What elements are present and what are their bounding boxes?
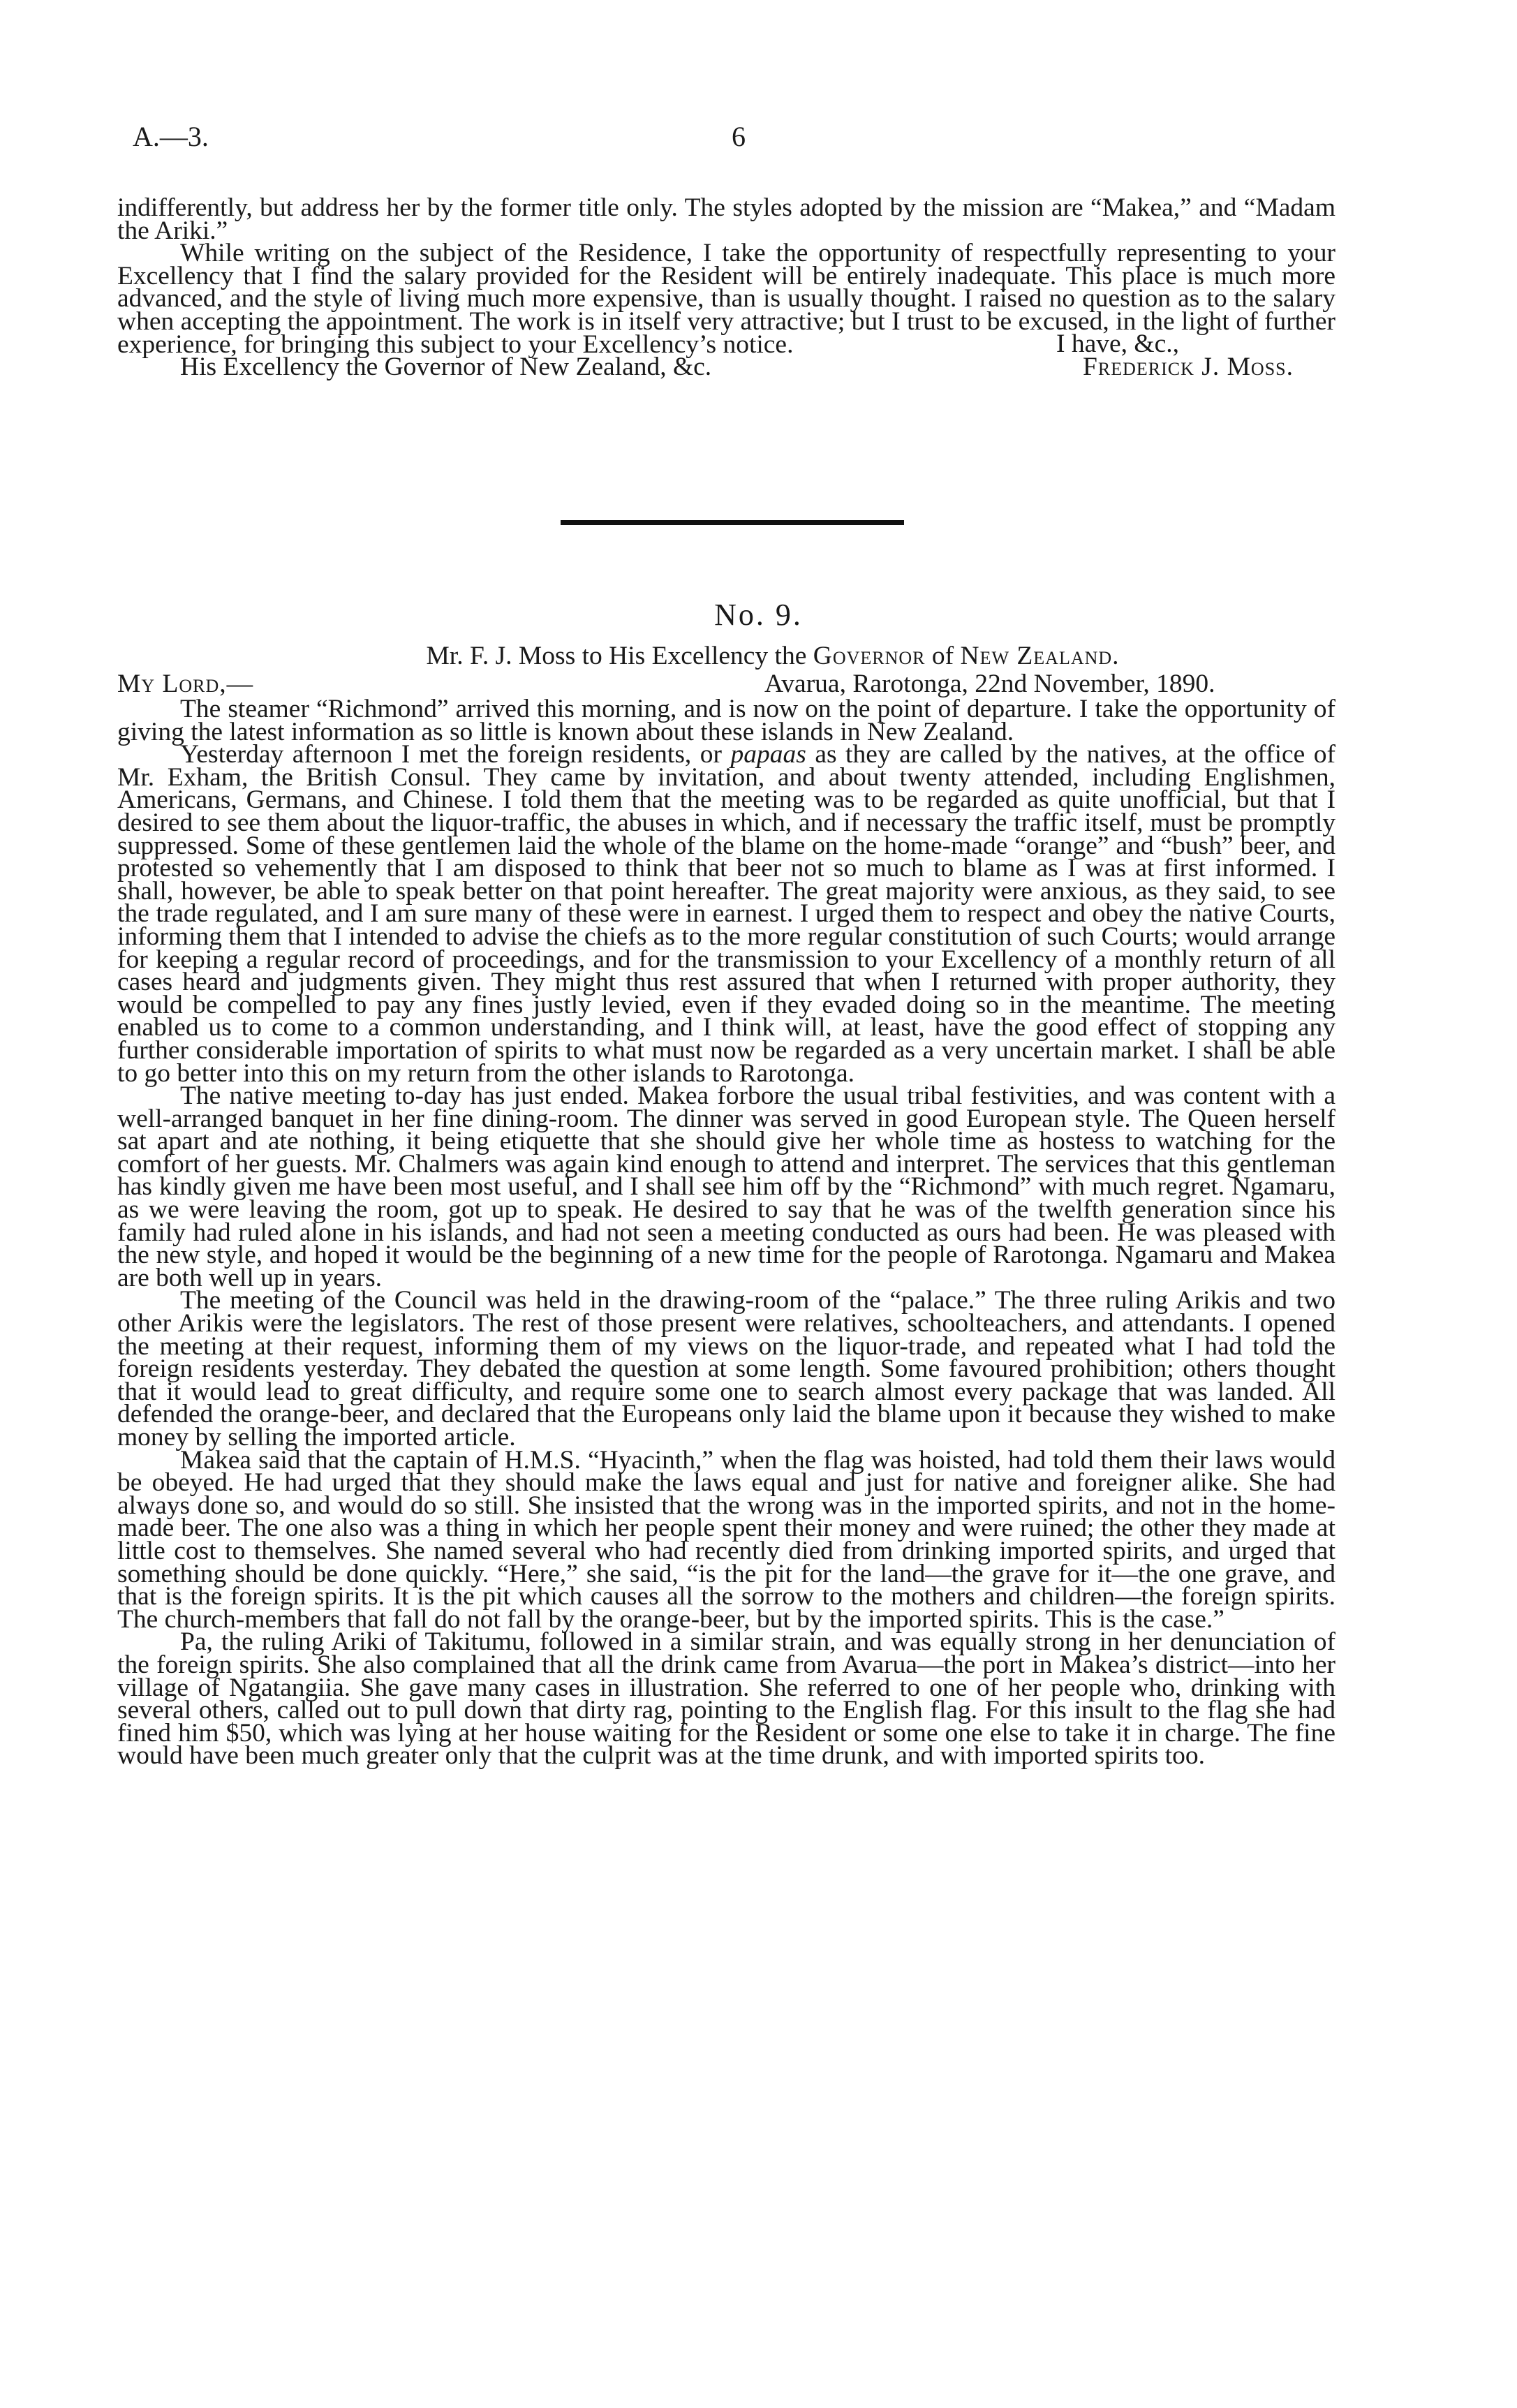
paragraph-3: The native meeting to-day has just ended. Makea forbore the usual tribal festivities, and was content with a well-arranged banquet in her fine dining-room. The dinner was served in good European style. The Queen herself sat apart and ate nothing, it being etiquette that she should give her whole time as hostess to watching for the comfort of her guests. Mr. Chalmers was again kind enough to attend and interpret. The services that this gentleman has kindly given me have been most useful, and I shall see him off by the “Richmond” with much regret. Ngamaru, as we were leaving the room, got up to speak. He desired to say that he was of the twelfth generation since his family had ruled alone in his islands, and had not seen a meeting conducted as ours had been. He was pleased with the new style, and hoped it would be the beginning of a new time for the people of Rarotonga. Ngamaru and Makea are both well up in years.: [117, 1081, 1335, 1292]
place-date: Avarua, Rarotonga, 22nd November, 1890.: [764, 670, 1215, 698]
salutation: My Lord,—: [117, 670, 254, 698]
paragraph-5: Makea said that the captain of H.M.S. “Hyacinth,” when the flag was hoisted, had told them their laws would be obeyed. He had urged that they should make the laws equal and just for native and foreigner alike. She had always done so, and would do so still. She insisted that the wrong was in the imported spirits, and not in the home-made beer. The one also was a thing in which her people spent their money and were ruined; the other they made at little cost to themselves. She named several who had recently died from drinking imported spirits, and urged that something should be done quickly. “Here,” she said, “is the pit for the land—the grave for it—the one grave, and that is the foreign spirits. It is the pit which causes all the sorrow to the mothers and children—the foreign spirits. The church-members that fall do not fall by the orange-beer, but by the imported spirits. This is the case.”: [117, 1445, 1335, 1634]
paragraph-continuation: indifferently, but address her by the former title only. The styles adopted by the mission are “Makea,” and “Madam the Ariki.”: [117, 193, 1335, 245]
section-divider: [561, 520, 904, 525]
title-new-zealand: New Zealand: [960, 642, 1113, 670]
title-end: .: [1112, 642, 1119, 670]
signature: Frederick J. Moss.: [1083, 353, 1294, 382]
paragraph-4: The meeting of the Council was held in the drawing-room of the “palace.” The three ruling Arikis and two other Arikis were the legislators. The rest of those present were relatives, schoolteachers, and attendants. I opened the meeting at their request, informing them of my views on the liquor-trade, and repeated what I had told the foreign residents yesterday. They debated the question at some length. Some favoured prohibition; others thought that it would lead to great difficulty, and require some one to search almost every package that was landed. All defended the orange-beer, and declared that the Europeans only laid the blame upon it because they wished to make money by selling the imported article.: [117, 1286, 1335, 1452]
page-header: [133, 120, 1389, 162]
title-of: of: [925, 642, 961, 670]
top-section: [117, 193, 1335, 382]
paragraph-1: The steamer “Richmond” arrived this morning, and is now on the point of departure. I take the opportunity of giving the latest information as so little is known about these islands in New Zealand.: [117, 695, 1335, 746]
salutation-row: [117, 669, 1335, 697]
title-prefix: Mr. F. J. Moss to His Excellency the: [426, 642, 813, 670]
addressee: His Excellency the Governor of New Zealand, &c.: [180, 353, 712, 382]
letter-body: [117, 695, 1335, 1771]
title-governor: Governor: [813, 642, 926, 670]
paragraph-salary-text: While writing on the subject of the Residence, I take the opportunity of respectfully representing to your Excellency that I find the salary provided for the Resident will be entirely inadequate. This place is much more advanced, and the style of living much more expensive, than is usually thought. I raised no question as to the salary when accepting the appointment. The work is in itself very attractive; but I trust to be excused, in the light of further experience, for bringing this subject to your Excellency’s notice.: [117, 239, 1335, 359]
native-term: papaas: [730, 740, 806, 769]
document-reference: A.—3.: [133, 121, 209, 152]
document-title: [0, 641, 1517, 671]
document-number: No. 9.: [714, 598, 803, 632]
page-number: 6: [732, 121, 746, 152]
paragraph-2: Yesterday afternoon I met the foreign residents, or papaas as they are called by the natives, at the office of Mr. Exham, the British Consul. They came by invitation, and about twenty attended, including Englishmen, Americans, Germans, and Chinese. I told them that the meeting was to be regarded as quite unofficial, but that I desired to see them about the liquor-traffic, the abuses in which, and if necessary the traffic itself, must be promptly suppressed. Some of these gentlemen laid the whole of the blame on the home-made “orange” and “bush” beer, and protested so vehemently that I am disposed to think that beer not so much to blame as I was at first informed. I shall, however, be able to speak better on that point hereafter. The great majority were anxious, as they said, to see the trade regulated, and I am sure many of these were in earnest. I urged them to respect and obey the native Courts, informing them that I intended to advise the chiefs as to the more regular constitution of such Courts; would arrange for keeping a regular record of proceedings, and for the transmission to your Excellency of a monthly return of all cases heard and judgments given. They might thus rest assured that when I returned with proper authority, they would be compelled to pay any fines justly levied, even if they evaded doing so in the meantime. The meeting enabled us to come to a common understanding, and I think will, at least, have the good effect of stopping any further considerable importation of spirits to what must now be regarded as a very uncertain market. I shall be able to go better into this on my return from the other islands to Rarotonga.: [117, 740, 1335, 1088]
closing-formula: I have, &c.,: [1056, 330, 1179, 359]
paragraph-6: Pa, the ruling Ariki of Takitumu, followed in a similar strain, and was equally strong in her denunciation of the foreign spirits. She also complained that all the drink came from Avarua—the port in Makea’s district—into her village of Ngatangiia. She gave many cases in illustration. She referred to one of her people who, drinking with several others, called out to pull down that dirty rag, pointing to the English flag. For this insult to the flag she had fined him $50, which was lying at her house waiting for the Resident or some one else to take it in charge. The fine would have been much greater only that the culprit was at the time drunk, and with imported spirits too.: [117, 1627, 1335, 1771]
addressee-row: [117, 353, 1335, 382]
